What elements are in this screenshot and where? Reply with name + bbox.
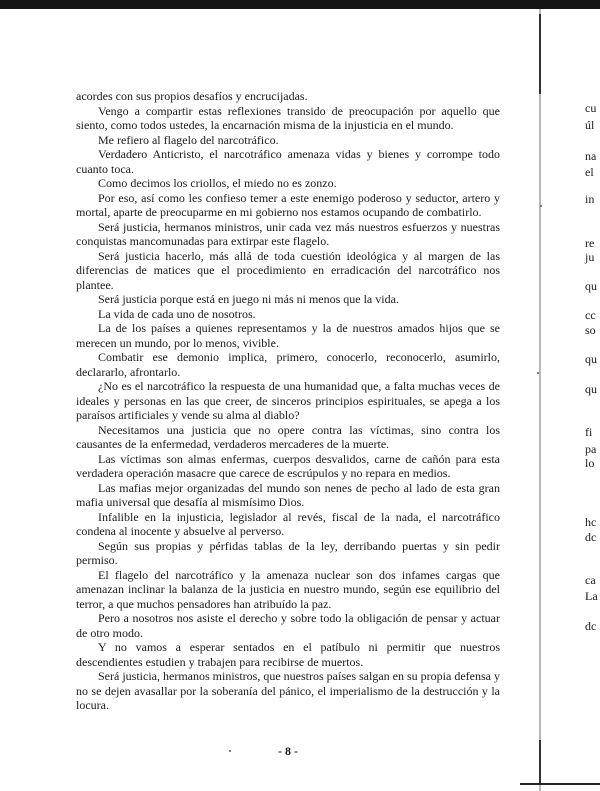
scan-bottom-mark bbox=[520, 783, 600, 785]
paragraph: acordes con sus propios desafíos y encrucijadas. bbox=[76, 89, 308, 103]
paragraph: El flagelo del narcotráfico y la amenaza nuclear son dos infames cargas que amenazan inclinar la balanza de la justicia en nuestro mundo, según ese equilibrio del terror, a que muchos pensadores han atribuído la paz. bbox=[76, 567, 500, 611]
gutter-shadow-top bbox=[539, 14, 541, 94]
paragraph: Será justicia porque está en juego ni más ni menos que la vida. bbox=[98, 292, 399, 306]
facing-page-fragment: ca bbox=[585, 573, 596, 587]
scan-top-border bbox=[0, 0, 600, 9]
scan-speck bbox=[540, 205, 542, 207]
facing-page-fragment: cu bbox=[585, 101, 597, 115]
paragraph: Las víctimas son almas enfermas, cuerpos desvalidos, carne de cañón para esta verdadera operación masacre que carece de escrúpulos y no repara en medios. bbox=[76, 451, 500, 480]
paragraph: Necesitamos una justicia que no opere contra las víctimas, sino contra los causantes de la enfermedad, verdaderos mercaderes de la muerte. bbox=[76, 422, 500, 451]
facing-page-fragment: qu bbox=[585, 352, 597, 366]
scan-speck bbox=[229, 750, 231, 752]
facing-page-fragment: dc bbox=[585, 530, 597, 544]
paragraph: Pero a nosotros nos asiste el derecho y sobre todo la obligación de pensar y actuar de otro modo. bbox=[76, 611, 500, 640]
facing-page-fragment: lo bbox=[585, 456, 595, 470]
paragraph: Y no vamos a esperar sentados en el patíbulo ni permitir que nuestros descendientes estudien y trabajen para recibirse de muertos. bbox=[76, 640, 500, 669]
facing-page-fragment: hc bbox=[585, 515, 597, 529]
facing-page-fragment: re bbox=[585, 236, 595, 250]
paragraph: Será justicia, hermanos ministros, unir cada vez más nuestros esfuerzos y nuestras conquistas mancomunadas para extirpar este flagelo. bbox=[76, 219, 500, 248]
page-gutter-line bbox=[539, 9, 541, 791]
facing-page-fragment: qu bbox=[585, 382, 597, 396]
paragraph: La de los países a quienes representamos y la de nuestros amados hijos que se merecen un mundo, por lo menos, vivible. bbox=[76, 321, 500, 350]
facing-page-fragment: qu bbox=[585, 279, 597, 293]
paragraph: La vida de cada uno de nosotros. bbox=[98, 306, 256, 321]
facing-page-fragment: na bbox=[585, 149, 597, 163]
facing-page-fragment: úl bbox=[585, 118, 595, 132]
paragraph: Vengo a compartir estas reflexiones transido de preocupación por aquello que siento, como todos ustedes, la encarnación misma de la injusticia en el mundo. bbox=[76, 103, 500, 132]
paragraph: Infalible en la injusticia, legislador al revés, fiscal de la nada, el narcotráfico condena al inocente y absuelve al perverso. bbox=[76, 509, 500, 538]
facing-page-fragment: dc bbox=[585, 619, 597, 633]
facing-page-fragment: fi bbox=[585, 425, 593, 439]
facing-page-fragment: cc bbox=[585, 308, 596, 322]
paragraph: Como decimos los criollos, el miedo no es zonzo. bbox=[98, 176, 337, 190]
facing-page-fragment: in bbox=[585, 192, 595, 206]
facing-page-fragment: La bbox=[585, 589, 598, 603]
facing-page-fragment: so bbox=[585, 323, 596, 337]
facing-page-fragment: el bbox=[585, 165, 594, 179]
paragraph: Me refiero al flagelo del narcotráfico. bbox=[98, 132, 279, 147]
scan-speck bbox=[537, 372, 539, 374]
paragraph: Según sus propias y pérfidas tablas de la ley, derribando puertas y sin pedir permiso. bbox=[76, 538, 500, 567]
paragraph: Será justicia hacerlo, más allá de toda cuestión ideológica y al margen de las diferencias de matices que el procedimiento en erradicación del narcotráfico nos plantee. bbox=[76, 248, 500, 292]
paragraph: Por eso, así como les confieso temer a este enemigo poderoso y seductor, artero y mortal, aparte de preocuparme en mi gobierno nos estamos ocupando de combatirlo. bbox=[76, 190, 500, 219]
paragraph: Las mafias mejor organizadas del mundo son nenes de pecho al lado de esta gran mafia universal que desafía al mismísimo Dios. bbox=[76, 480, 500, 509]
gutter-shadow-bottom bbox=[539, 740, 541, 785]
facing-page-fragment: pa bbox=[585, 442, 597, 456]
page-number: - 8 - bbox=[278, 744, 298, 758]
paragraph: ¿No es el narcotráfico la respuesta de una humanidad que, a falta muchas veces de ideales y personas en las que creer, de sinceros principios espirituales, se apega a los paraísos artificiales y vende su alma al diablo? bbox=[76, 379, 500, 422]
paragraph: Verdadero Anticristo, el narcotráfico amenaza vidas y bienes y corrompe todo cuanto toca. bbox=[76, 147, 500, 176]
paragraph: Combatir ese demonio implica, primero, conocerlo, reconocerlo, asumirlo, declararlo, afrontarlo. bbox=[76, 350, 500, 379]
page-body bbox=[76, 89, 500, 713]
facing-page-fragment: ju bbox=[585, 250, 595, 264]
paragraph: Será justicia, hermanos ministros, que nuestros países salgan en su propia defensa y no se dejen avasallar por la soberanía del pánico, el imperialismo de la destrucción y la locura. bbox=[76, 669, 500, 712]
